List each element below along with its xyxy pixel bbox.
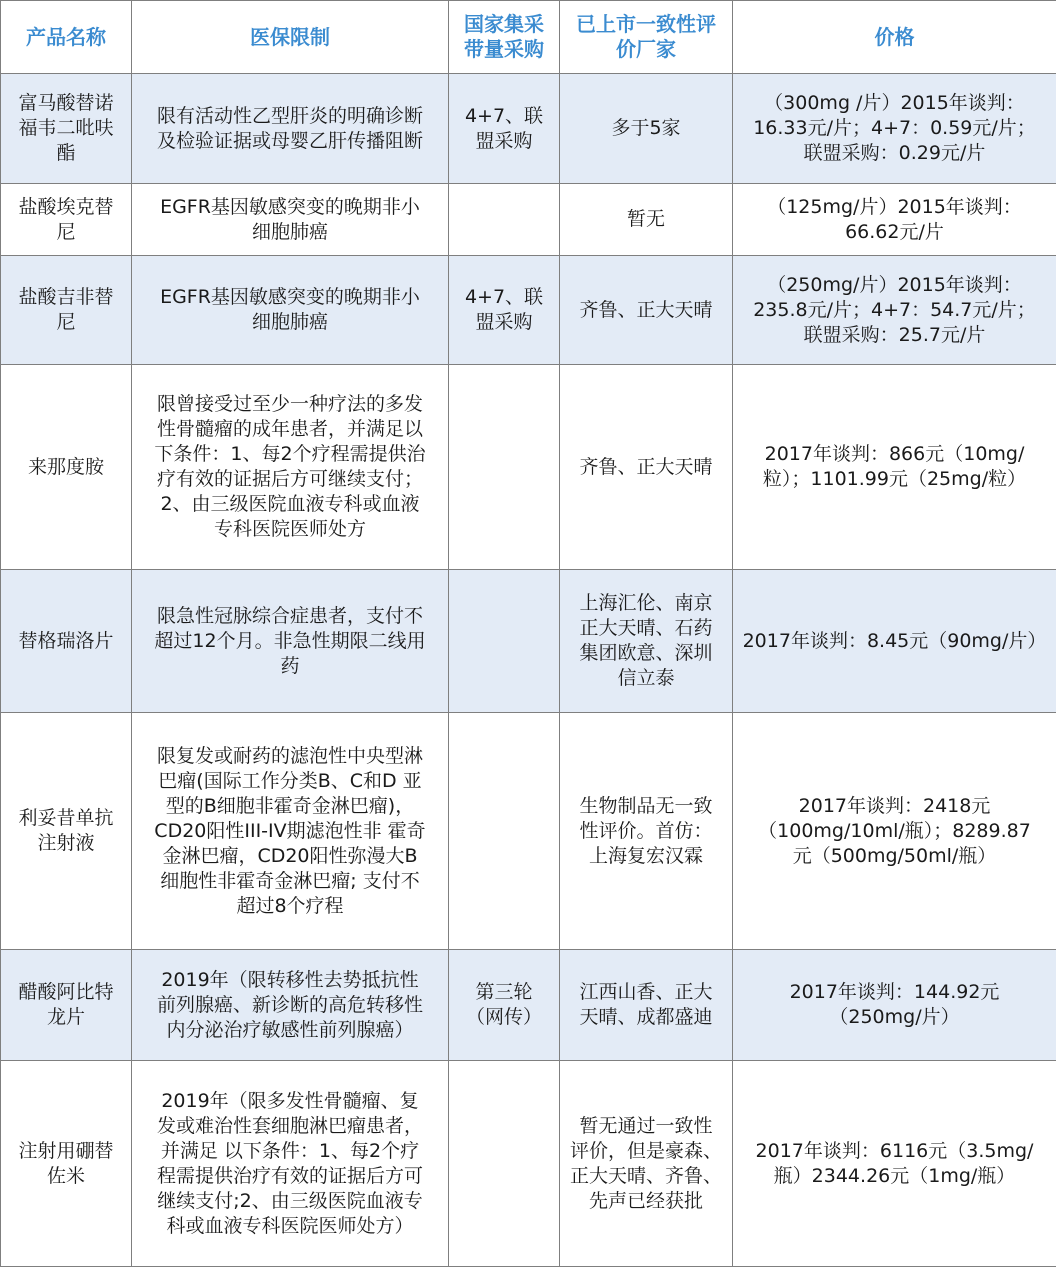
price-cell: 2017年谈判：866元（10mg/ 粒）；1101.99元（25mg/粒） bbox=[733, 365, 1056, 570]
product-name-cell: 来那度胺 bbox=[1, 365, 132, 570]
makers-cell: 生物制品无一致 性评价。首仿： 上海复宏汉霖 bbox=[560, 713, 733, 950]
table-row bbox=[1, 713, 1056, 950]
procurement-cell bbox=[449, 184, 560, 256]
product-name-cell: 醋酸阿比特 龙片 bbox=[1, 950, 132, 1061]
makers-cell: 江西山香、正大 天晴、成都盛迪 bbox=[560, 950, 733, 1061]
table-row bbox=[1, 365, 1056, 570]
product-name-cell: 盐酸吉非替 尼 bbox=[1, 256, 132, 365]
header-consistency-makers: 已上市一致性评 价厂家 bbox=[560, 1, 733, 74]
table-row bbox=[1, 74, 1056, 184]
header-row bbox=[1, 1, 1056, 74]
price-cell: （250mg/片）2015年谈判： 235.8元/片；4+7：54.7元/片； 联盟采购：25.7元/片 bbox=[733, 256, 1056, 365]
price-cell: 2017年谈判：8.45元（90mg/片） bbox=[733, 570, 1056, 713]
header-price: 价格 bbox=[733, 1, 1056, 74]
table-row bbox=[1, 950, 1056, 1061]
product-name-cell: 利妥昔单抗 注射液 bbox=[1, 713, 132, 950]
price-cell: 2017年谈判：6116元（3.5mg/ 瓶）2344.26元（1mg/瓶） bbox=[733, 1061, 1056, 1267]
procurement-cell: 4+7、联 盟采购 bbox=[449, 256, 560, 365]
restriction-cell: 2019年（限转移性去势抵抗性 前列腺癌、新诊断的高危转移性 内分泌治疗敏感性前列腺癌） bbox=[132, 950, 449, 1061]
table-row bbox=[1, 1061, 1056, 1267]
price-cell: （300mg /片）2015年谈判： 16.33元/片；4+7：0.59元/片； 联盟采购：0.29元/片 bbox=[733, 74, 1056, 184]
header-national-procurement: 国家集采 带量采购 bbox=[449, 1, 560, 74]
restriction-cell: 限急性冠脉综合症患者，支付不 超过12个月。非急性期限二线用 药 bbox=[132, 570, 449, 713]
table-row bbox=[1, 570, 1056, 713]
header-insurance-restriction: 医保限制 bbox=[132, 1, 449, 74]
makers-cell: 多于5家 bbox=[560, 74, 733, 184]
restriction-cell: EGFR基因敏感突变的晚期非小 细胞肺癌 bbox=[132, 256, 449, 365]
product-name-cell: 替格瑞洛片 bbox=[1, 570, 132, 713]
price-cell: 2017年谈判：144.92元 （250mg/片） bbox=[733, 950, 1056, 1061]
restriction-cell: 2019年（限多发性骨髓瘤、复 发或难治性套细胞淋巴瘤患者， 并满足 以下条件：1、每2个疗 程需提供治疗有效的证据后方可 继续支付;2、由三级医院血液专 科或血液专科医院医师处方） bbox=[132, 1061, 449, 1267]
restriction-cell: EGFR基因敏感突变的晚期非小 细胞肺癌 bbox=[132, 184, 449, 256]
makers-cell: 齐鲁、正大天晴 bbox=[560, 365, 733, 570]
price-cell: （125mg/片）2015年谈判： 66.62元/片 bbox=[733, 184, 1056, 256]
procurement-cell bbox=[449, 1061, 560, 1267]
procurement-cell bbox=[449, 570, 560, 713]
restriction-cell: 限复发或耐药的滤泡性中央型淋 巴瘤(国际工作分类B、C和D 亚 型的B细胞非霍奇金淋巴瘤)， CD20阳性III-IV期滤泡性非 霍奇 金淋巴瘤，CD20阳性弥漫大B 细胞性非霍奇金淋巴瘤; 支付不 超过8个疗程 bbox=[132, 713, 449, 950]
product-name-cell: 盐酸埃克替 尼 bbox=[1, 184, 132, 256]
procurement-cell bbox=[449, 365, 560, 570]
table-row bbox=[1, 256, 1056, 365]
makers-cell: 上海汇伦、南京 正大天晴、石药 集团欧意、深圳 信立泰 bbox=[560, 570, 733, 713]
makers-cell: 齐鲁、正大天晴 bbox=[560, 256, 733, 365]
table-row bbox=[1, 184, 1056, 256]
product-name-cell: 富马酸替诺 福韦二吡呋 酯 bbox=[1, 74, 132, 184]
restriction-cell: 限有活动性乙型肝炎的明确诊断 及检验证据或母婴乙肝传播阻断 bbox=[132, 74, 449, 184]
makers-cell: 暂无 bbox=[560, 184, 733, 256]
product-name-cell: 注射用硼替 佐米 bbox=[1, 1061, 132, 1267]
makers-cell: 暂无通过一致性 评价，但是豪森、 正大天晴、齐鲁、 先声已经获批 bbox=[560, 1061, 733, 1267]
restriction-cell: 限曾接受过至少一种疗法的多发 性骨髓瘤的成年患者，并满足以 下条件：1、每2个疗程需提供治 疗有效的证据后方可继续支付； 2、由三级医院血液专科或血液 专科医院医师处方 bbox=[132, 365, 449, 570]
header-product-name: 产品名称 bbox=[1, 1, 132, 74]
procurement-cell: 4+7、联 盟采购 bbox=[449, 74, 560, 184]
procurement-cell: 第三轮 （网传） bbox=[449, 950, 560, 1061]
price-cell: 2017年谈判：2418元 （100mg/10ml/瓶）；8289.87 元（500mg/50ml/瓶） bbox=[733, 713, 1056, 950]
procurement-cell bbox=[449, 713, 560, 950]
